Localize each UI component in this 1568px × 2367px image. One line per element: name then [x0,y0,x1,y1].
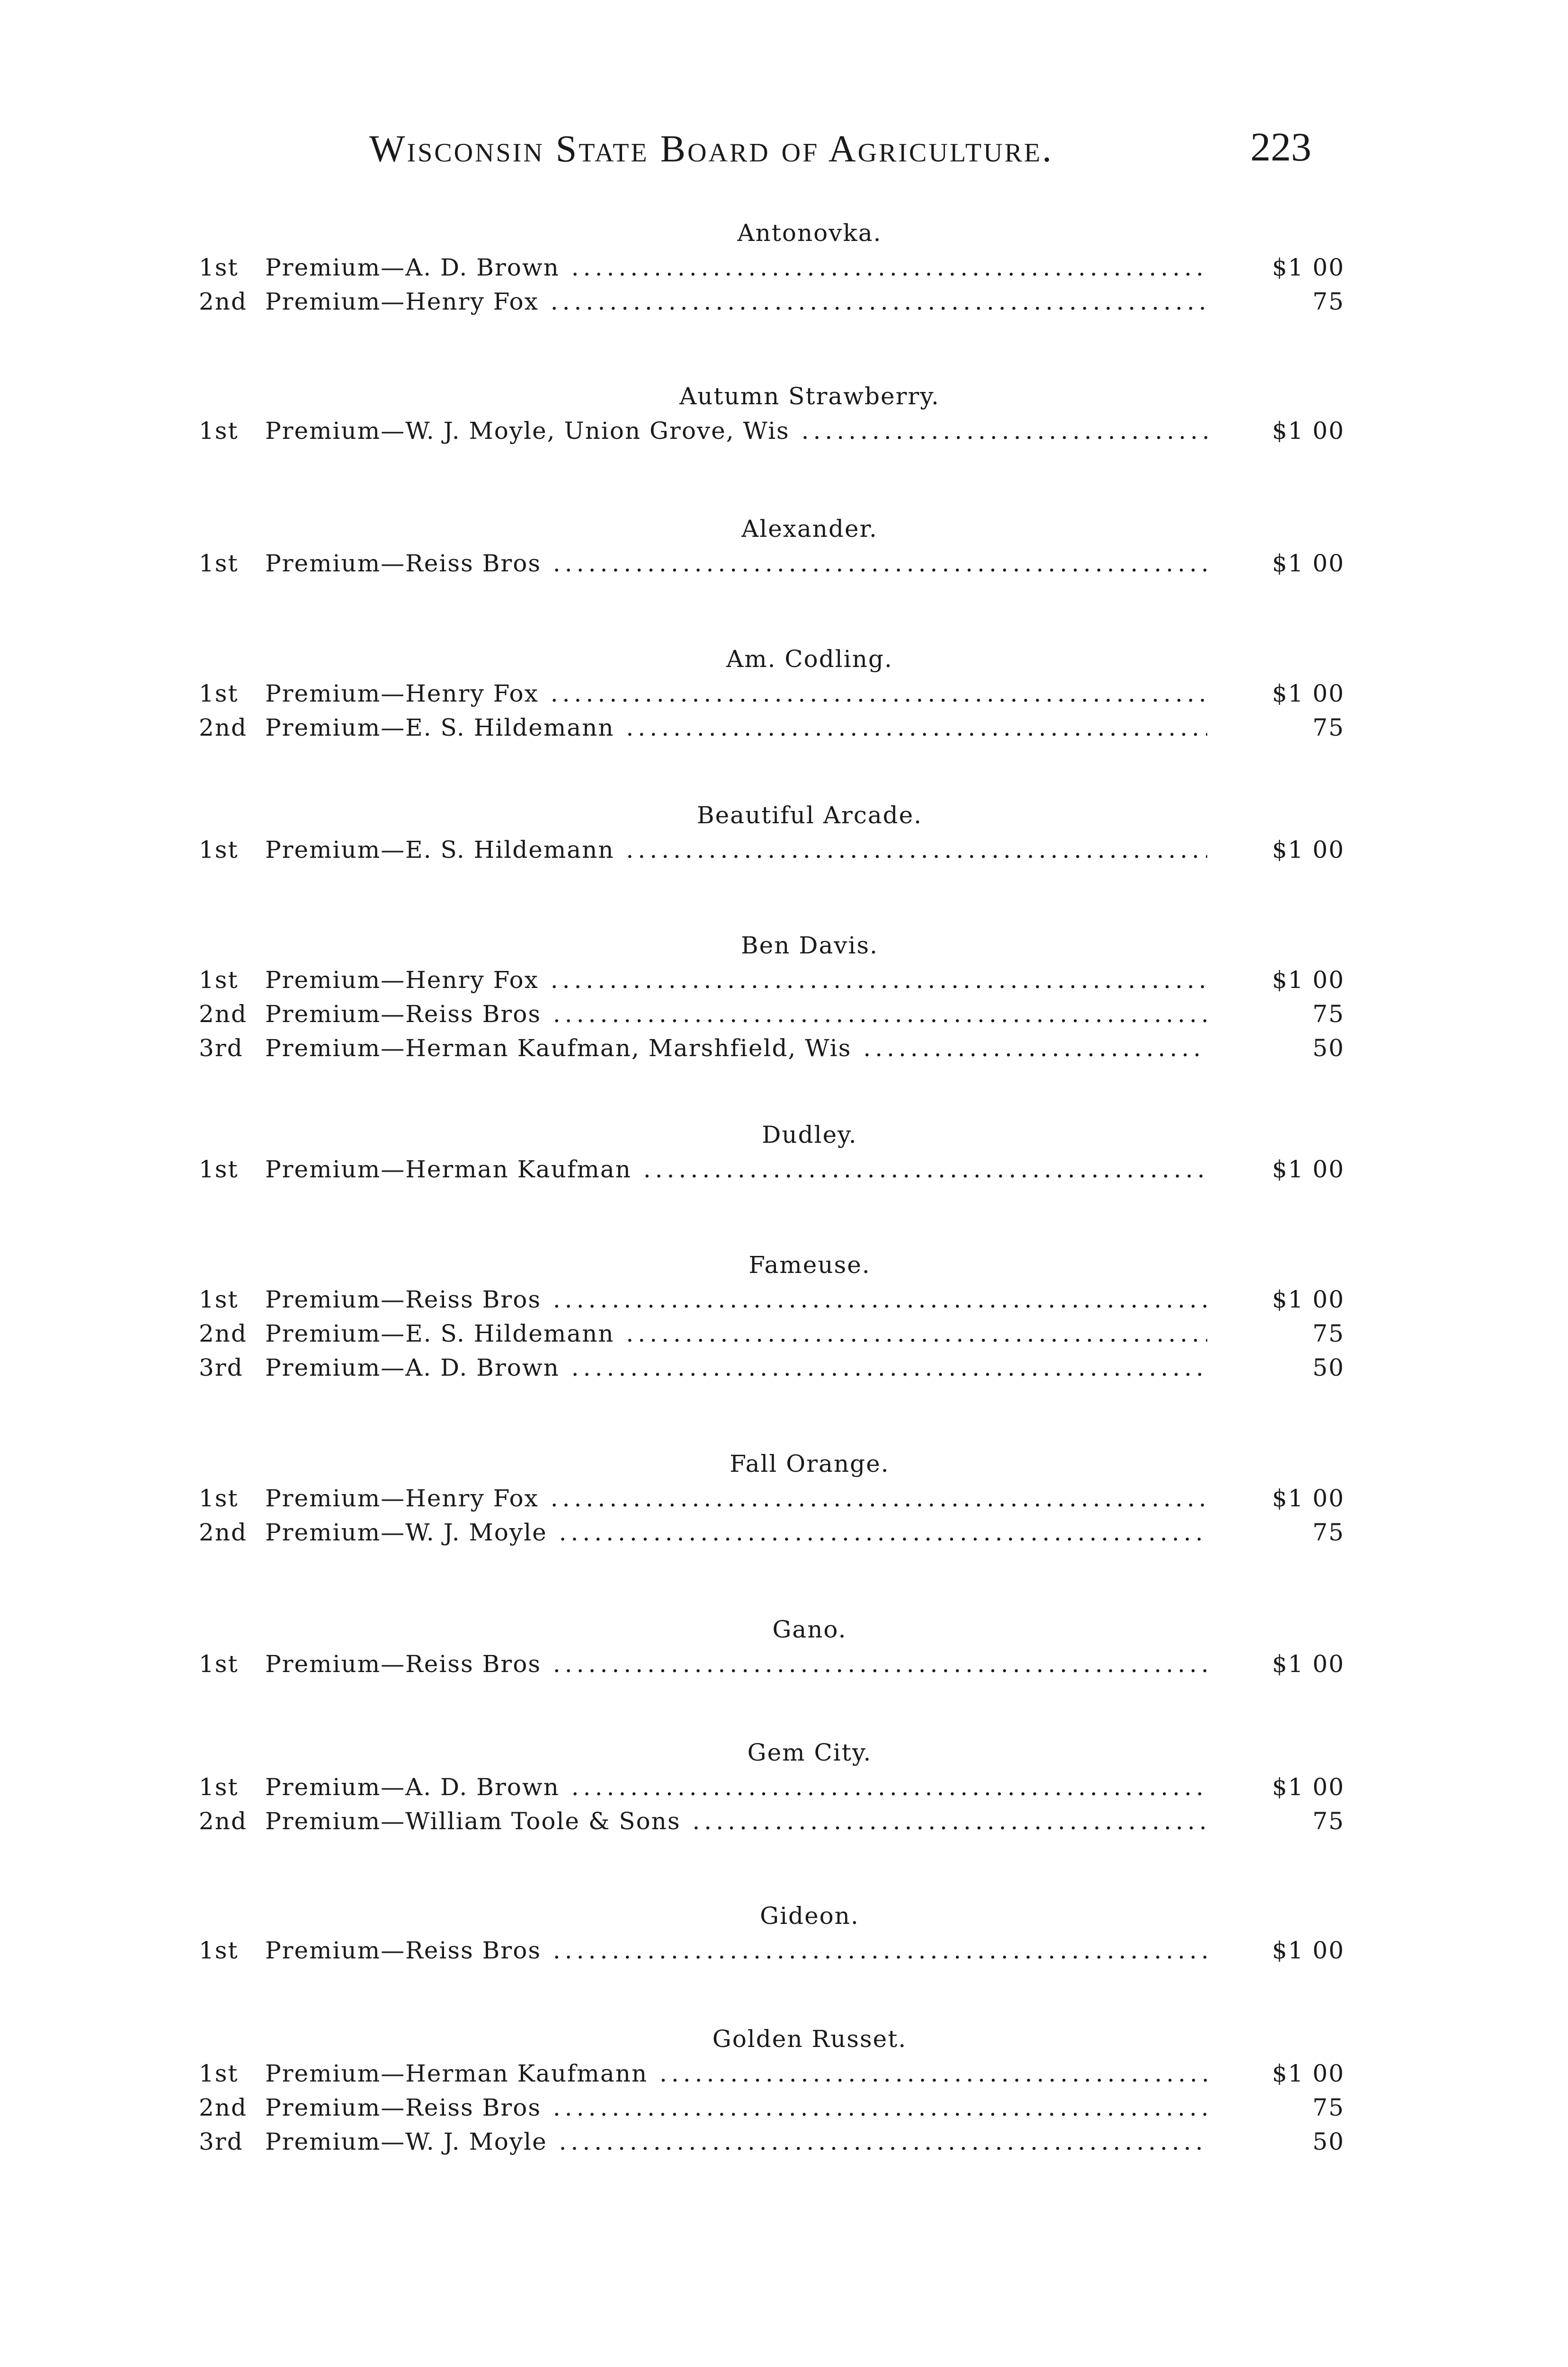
variety-heading: Golden Russet. [712,2025,907,2053]
premium-amount: $1 00 [1272,1485,1345,1512]
variety-heading: Autumn Strawberry. [679,383,940,410]
premium-section [199,1446,1345,1549]
winner-text: Premium—Reiss Bros [265,1286,541,1313]
premium-amount: $1 00 [1272,1773,1345,1801]
premium-section [199,1898,1345,1967]
running-head [199,124,1373,180]
variety-heading: Fameuse. [748,1251,871,1279]
premium-amount: 75 [1312,288,1345,315]
premium-entry [199,285,1345,319]
winner-text: Premium—Henry Fox [265,1485,539,1512]
place-label: 1st [199,1650,239,1678]
winner-text: Premium—W. J. Moyle, Union Grove, Wis [265,417,790,445]
winner-text: Premium—Herman Kaufmann [265,2060,648,2087]
place-label: 3rd [199,1354,243,1381]
premium-entry [199,676,1345,711]
winner-text: Premium—Herman Kaufman, Marshfield, Wis [265,1034,852,1062]
premium-section [199,379,1345,448]
premium-entry [199,833,1345,867]
premium-amount: $1 00 [1272,550,1345,577]
place-label: 1st [199,1156,239,1183]
variety-heading: Alexander. [741,515,878,543]
page-number: 223 [1250,124,1311,169]
place-label: 2nd [199,2094,248,2121]
premium-entry [199,1515,1345,1549]
variety-heading: Am. Codling. [726,645,893,673]
premium-amount: 75 [1312,1519,1345,1546]
place-label: 1st [199,417,239,445]
place-label: 1st [199,1773,239,1801]
premium-amount: $1 00 [1272,1286,1345,1313]
premium-amount: $1 00 [1272,1156,1345,1183]
place-label: 2nd [199,1320,248,1347]
premium-entry [199,1317,1345,1351]
winner-text: Premium—A. D. Brown [265,254,560,281]
premium-section [199,511,1345,580]
premium-entry [199,1647,1345,1681]
premium-entry [199,2125,1345,2159]
place-label: 3rd [199,2128,243,2155]
premium-amount: 50 [1312,2128,1345,2155]
premium-entry [199,546,1345,580]
variety-heading: Fall Orange. [730,1450,890,1477]
variety-heading: Dudley. [762,1121,857,1148]
variety-heading: Antonovka. [737,219,882,247]
premium-section [199,1612,1345,1681]
premium-section [199,641,1345,745]
winner-text: Premium—E. S. Hildemann [265,836,615,863]
winner-text: Premium—E. S. Hildemann [265,714,615,741]
place-label: 1st [199,1937,239,1964]
premium-entry [199,250,1345,285]
place-label: 2nd [199,288,248,315]
premium-entry [199,414,1345,448]
winner-text: Premium—Reiss Bros [265,1650,541,1678]
place-label: 1st [199,550,239,577]
winner-text: Premium—Reiss Bros [265,1937,541,1964]
premium-entry [199,1152,1345,1186]
variety-heading: Gano. [772,1616,847,1643]
premium-amount: 50 [1312,1354,1345,1381]
place-label: 1st [199,680,239,707]
winner-text: Premium—E. S. Hildemann [265,1320,615,1347]
premium-amount: 75 [1312,2094,1345,2121]
premium-section [199,1117,1345,1186]
premium-amount: 50 [1312,1034,1345,1062]
premium-amount: $1 00 [1272,417,1345,445]
winner-text: Premium—Henry Fox [265,288,539,315]
variety-heading: Ben Davis. [740,932,879,959]
premium-amount: $1 00 [1272,1937,1345,1964]
premium-amount: $1 00 [1272,836,1345,863]
premium-entry [199,1351,1345,1385]
winner-text: Premium—Henry Fox [265,966,539,994]
premium-amount: $1 00 [1272,680,1345,707]
winner-text: Premium—Reiss Bros [265,1000,541,1028]
place-label: 1st [199,2060,239,2087]
premium-entry [199,1933,1345,1967]
premium-entry [199,963,1345,997]
variety-heading: Beautiful Arcade. [696,801,923,829]
winner-text: Premium—William Toole & Sons [265,1807,681,1835]
place-label: 1st [199,1286,239,1313]
place-label: 3rd [199,1034,243,1062]
winner-text: Premium—W. J. Moyle [265,2128,547,2155]
premium-entry [199,1804,1345,1838]
premium-amount: $1 00 [1272,1650,1345,1678]
place-label: 2nd [199,1807,248,1835]
premium-amount: $1 00 [1272,966,1345,994]
premium-entry [199,2091,1345,2125]
winner-text: Premium—Reiss Bros [265,550,541,577]
variety-heading: Gem City. [747,1739,872,1766]
place-label: 1st [199,836,239,863]
premium-amount: $1 00 [1272,254,1345,281]
premium-section [199,1247,1345,1385]
premium-amount: 75 [1312,1320,1345,1347]
place-label: 1st [199,1485,239,1512]
premium-amount: 75 [1312,714,1345,741]
premium-entry [199,1770,1345,1804]
place-label: 2nd [199,714,248,741]
winner-text: Premium—A. D. Brown [265,1354,560,1381]
premium-amount: 75 [1312,1000,1345,1028]
premium-amount: $1 00 [1272,2060,1345,2087]
premium-entry [199,997,1345,1031]
premium-section [199,1735,1345,1838]
premium-entry [199,711,1345,745]
premium-section [199,215,1345,319]
premium-section [199,2021,1345,2159]
winner-text: Premium—Reiss Bros [265,2094,541,2121]
premium-entry [199,1481,1345,1515]
winner-text: Premium—Herman Kaufman [265,1156,632,1183]
premium-entry [199,2056,1345,2091]
winner-text: Premium—A. D. Brown [265,1773,560,1801]
variety-heading: Gideon. [760,1902,859,1930]
place-label: 1st [199,254,239,281]
winner-text: Premium—Henry Fox [265,680,539,707]
winner-text: Premium—W. J. Moyle [265,1519,547,1546]
premium-section [199,928,1345,1065]
premium-section [199,798,1345,867]
place-label: 2nd [199,1000,248,1028]
premium-entry [199,1031,1345,1065]
place-label: 1st [199,966,239,994]
premium-entry [199,1282,1345,1317]
running-title: Wisconsin State Board of Agriculture. [369,128,1054,170]
place-label: 2nd [199,1519,248,1546]
premium-amount: 75 [1312,1807,1345,1835]
